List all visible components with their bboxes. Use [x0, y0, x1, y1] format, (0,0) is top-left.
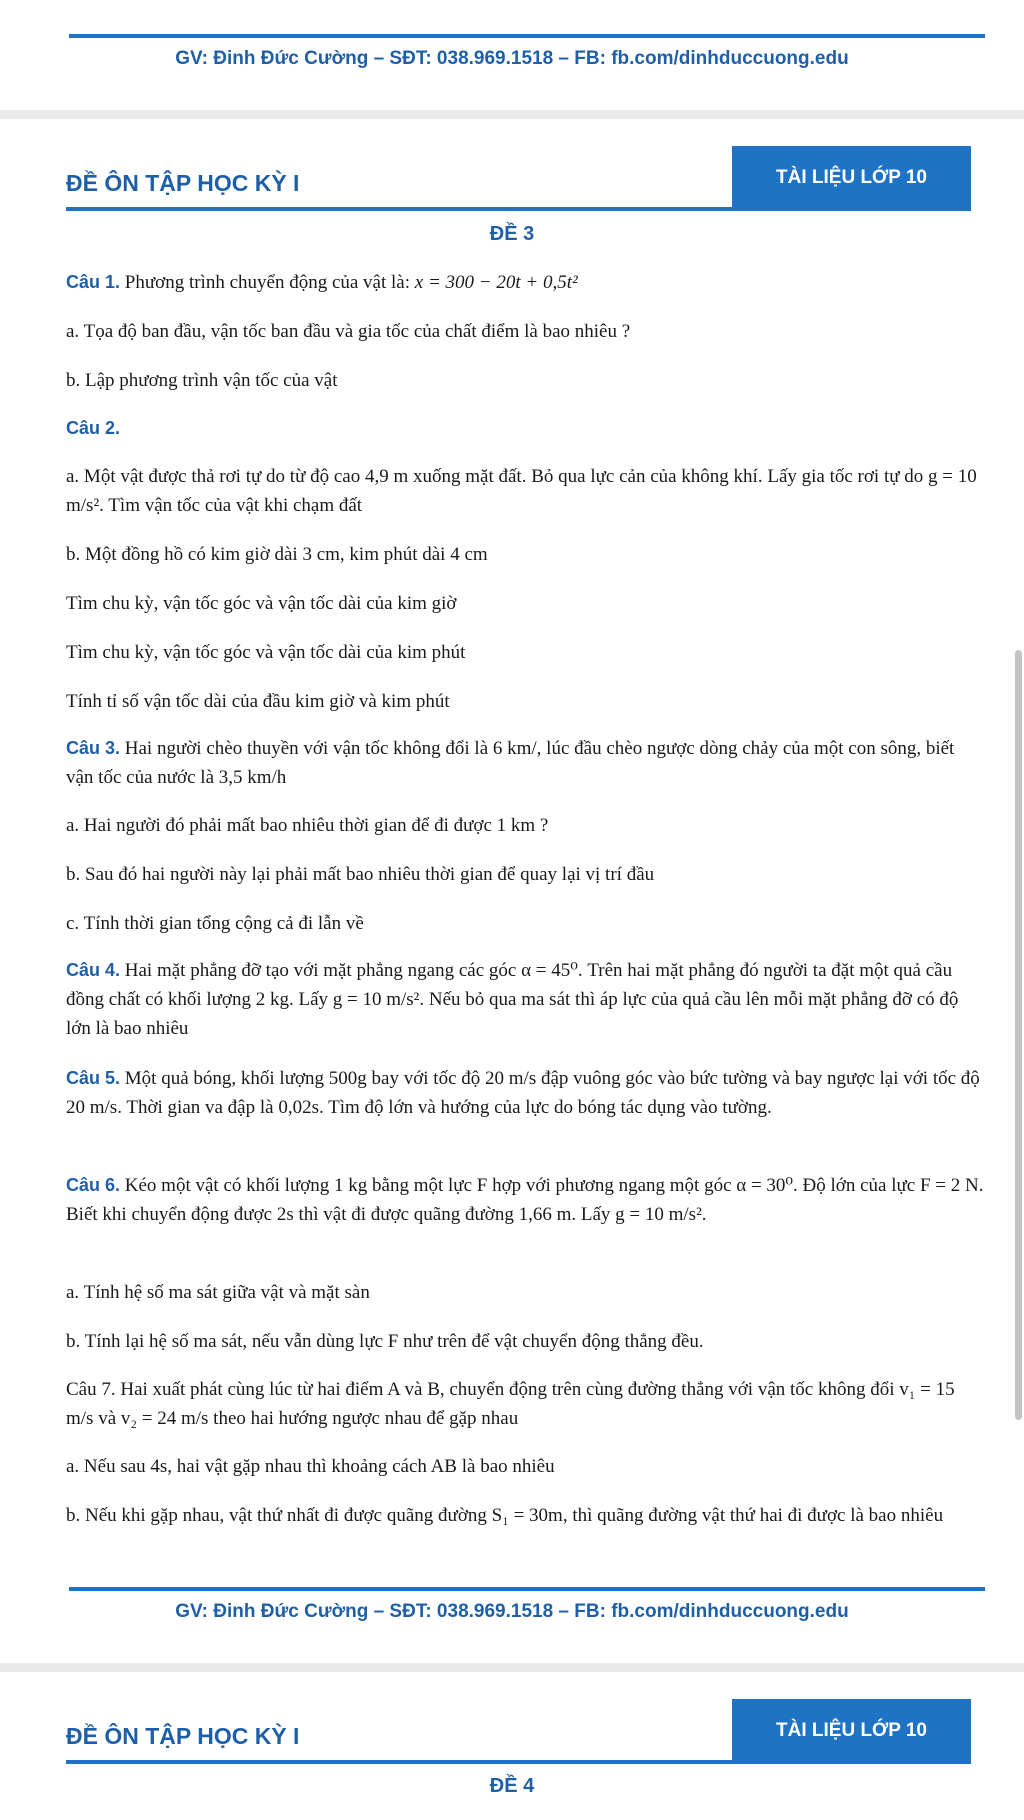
- question-2a: a. Một vật được thả rơi tự do từ độ cao 4,9 m xuống mặt đất. Bỏ qua lực cản của không khí. Lấy gia tốc rơi tự do g = 10 m/s². Tìm vận tốc của vật khi chạm đất: [66, 466, 977, 516]
- footer-teacher-line: GV: Đinh Đức Cường – SĐT: 038.969.1518 – FB: fb.com/dinhduccuong.edu: [175, 1601, 849, 1622]
- vertical-scrollbar[interactable]: [1015, 650, 1022, 1420]
- question-2-label: Câu 2.: [66, 418, 121, 438]
- footer-top-rule: [69, 1587, 985, 1591]
- question-3-number: Câu 3.: [66, 738, 121, 758]
- section-title: ĐỀ ÔN TẬP HỌC KỲ I: [66, 170, 300, 196]
- question-1-text: Phương trình chuyển động của vật là:: [120, 272, 415, 293]
- question-6-text: Kéo một vật có khối lượng 1 kg bằng một lực F hợp với phương ngang một góc α = 30⁰. Độ lớn của lực F = 2 N. Biết khi chuyển động được 2s thì vật đi được quãng đường 1,66 m. Lấy g = 10 m/s².: [66, 1175, 984, 1225]
- page-divider: [0, 110, 1024, 119]
- question-1a: a. Tọa độ ban đầu, vận tốc ban đầu và gia tốc của chất điểm là bao nhiêu ?: [66, 321, 631, 342]
- question-5-text: Một quả bóng, khối lượng 500g bay với tốc độ 20 m/s đập vuông góc vào bức tường và bay ngược lại với tốc độ 20 m/s. Thời gian va đập là 0,02s. Tìm độ lớn và hướng của lực do bóng tác dụng vào tường.: [66, 1068, 980, 1118]
- section-underline-2: [66, 1760, 971, 1764]
- exam-number: ĐỀ 3: [489, 223, 535, 245]
- question-1-number: Câu 1.: [66, 272, 121, 292]
- question-6a: a. Tính hệ số ma sát giữa vật và mặt sàn: [66, 1282, 370, 1303]
- question-1: [66, 268, 986, 297]
- class-badge-2: TÀI LIỆU LỚP 10: [732, 1699, 971, 1763]
- question-7b: b. Nếu khi gặp nhau, vật thứ nhất đi được quãng đường S₁ = 30m, thì quãng đường vật thứ hai đi được là bao nhiêu: [66, 1505, 944, 1526]
- class-badge: TÀI LIỆU LỚP 10: [732, 146, 971, 210]
- question-2b3: Tính tỉ số vận tốc dài của đầu kim giờ và kim phút: [66, 691, 450, 712]
- question-6: [66, 1171, 986, 1229]
- question-1-formula: x = 300 − 20t + 0,5t²: [414, 272, 578, 293]
- section-title-2: ĐỀ ÔN TẬP HỌC KỲ I: [66, 1723, 300, 1749]
- question-3c: c. Tính thời gian tổng cộng cả đi lẫn về: [66, 913, 364, 934]
- page-divider-2: [0, 1663, 1024, 1672]
- question-6-number: Câu 6.: [66, 1175, 121, 1195]
- question-7: Câu 7. Hai xuất phát cùng lúc từ hai điểm A và B, chuyển động trên cùng đường thẳng với vận tốc không đổi v₁ = 15 m/s và v₂ = 24 m/s theo hai hướng ngược nhau để gặp nhau: [66, 1379, 955, 1429]
- exam-number-2: ĐỀ 4: [489, 1775, 535, 1797]
- question-3-text: Hai người chèo thuyền với vận tốc không đổi là 6 km/, lúc đầu chèo ngược dòng chảy của một con sông, biết vận tốc của nước là 3,5 km/h: [66, 738, 955, 788]
- question-2b: b. Một đồng hồ có kim giờ dài 3 cm, kim phút dài 4 cm: [66, 544, 488, 565]
- question-1b: b. Lập phương trình vận tốc của vật: [66, 370, 338, 391]
- question-6b: b. Tính lại hệ số ma sát, nếu vẫn dùng lực F như trên để vật chuyển động thẳng đều.: [66, 1331, 704, 1352]
- question-7a: a. Nếu sau 4s, hai vật gặp nhau thì khoảng cách AB là bao nhiêu: [66, 1456, 555, 1477]
- question-2-number: [66, 414, 986, 443]
- question-4: [66, 956, 986, 1043]
- question-2b2: Tìm chu kỳ, vận tốc góc và vận tốc dài của kim phút: [66, 642, 466, 663]
- header-top-rule: [69, 34, 985, 38]
- question-2b1: Tìm chu kỳ, vận tốc góc và vận tốc dài của kim giờ: [66, 593, 457, 614]
- question-5-number: Câu 5.: [66, 1068, 121, 1088]
- question-4-number: Câu 4.: [66, 960, 121, 980]
- question-3: [66, 734, 986, 792]
- section-underline: [66, 207, 971, 211]
- question-4-text: Hai mặt phẳng đỡ tạo với mặt phẳng ngang các góc α = 45⁰. Trên hai mặt phẳng đó người ta đặt một quả cầu đồng chất có khối lượng 2 kg. Lấy g = 10 m/s². Nếu bỏ qua ma sát thì áp lực của quả cầu lên mỗi mặt phẳng đỡ có độ lớn là bao nhiêu: [66, 960, 959, 1039]
- header-teacher-line: GV: Đinh Đức Cường – SĐT: 038.969.1518 – FB: fb.com/dinhduccuong.edu: [175, 48, 849, 69]
- question-3b: b. Sau đó hai người này lại phải mất bao nhiêu thời gian để quay lại vị trí đầu: [66, 864, 655, 885]
- question-3a: a. Hai người đó phải mất bao nhiêu thời gian để đi được 1 km ?: [66, 815, 549, 836]
- question-5: [66, 1064, 986, 1122]
